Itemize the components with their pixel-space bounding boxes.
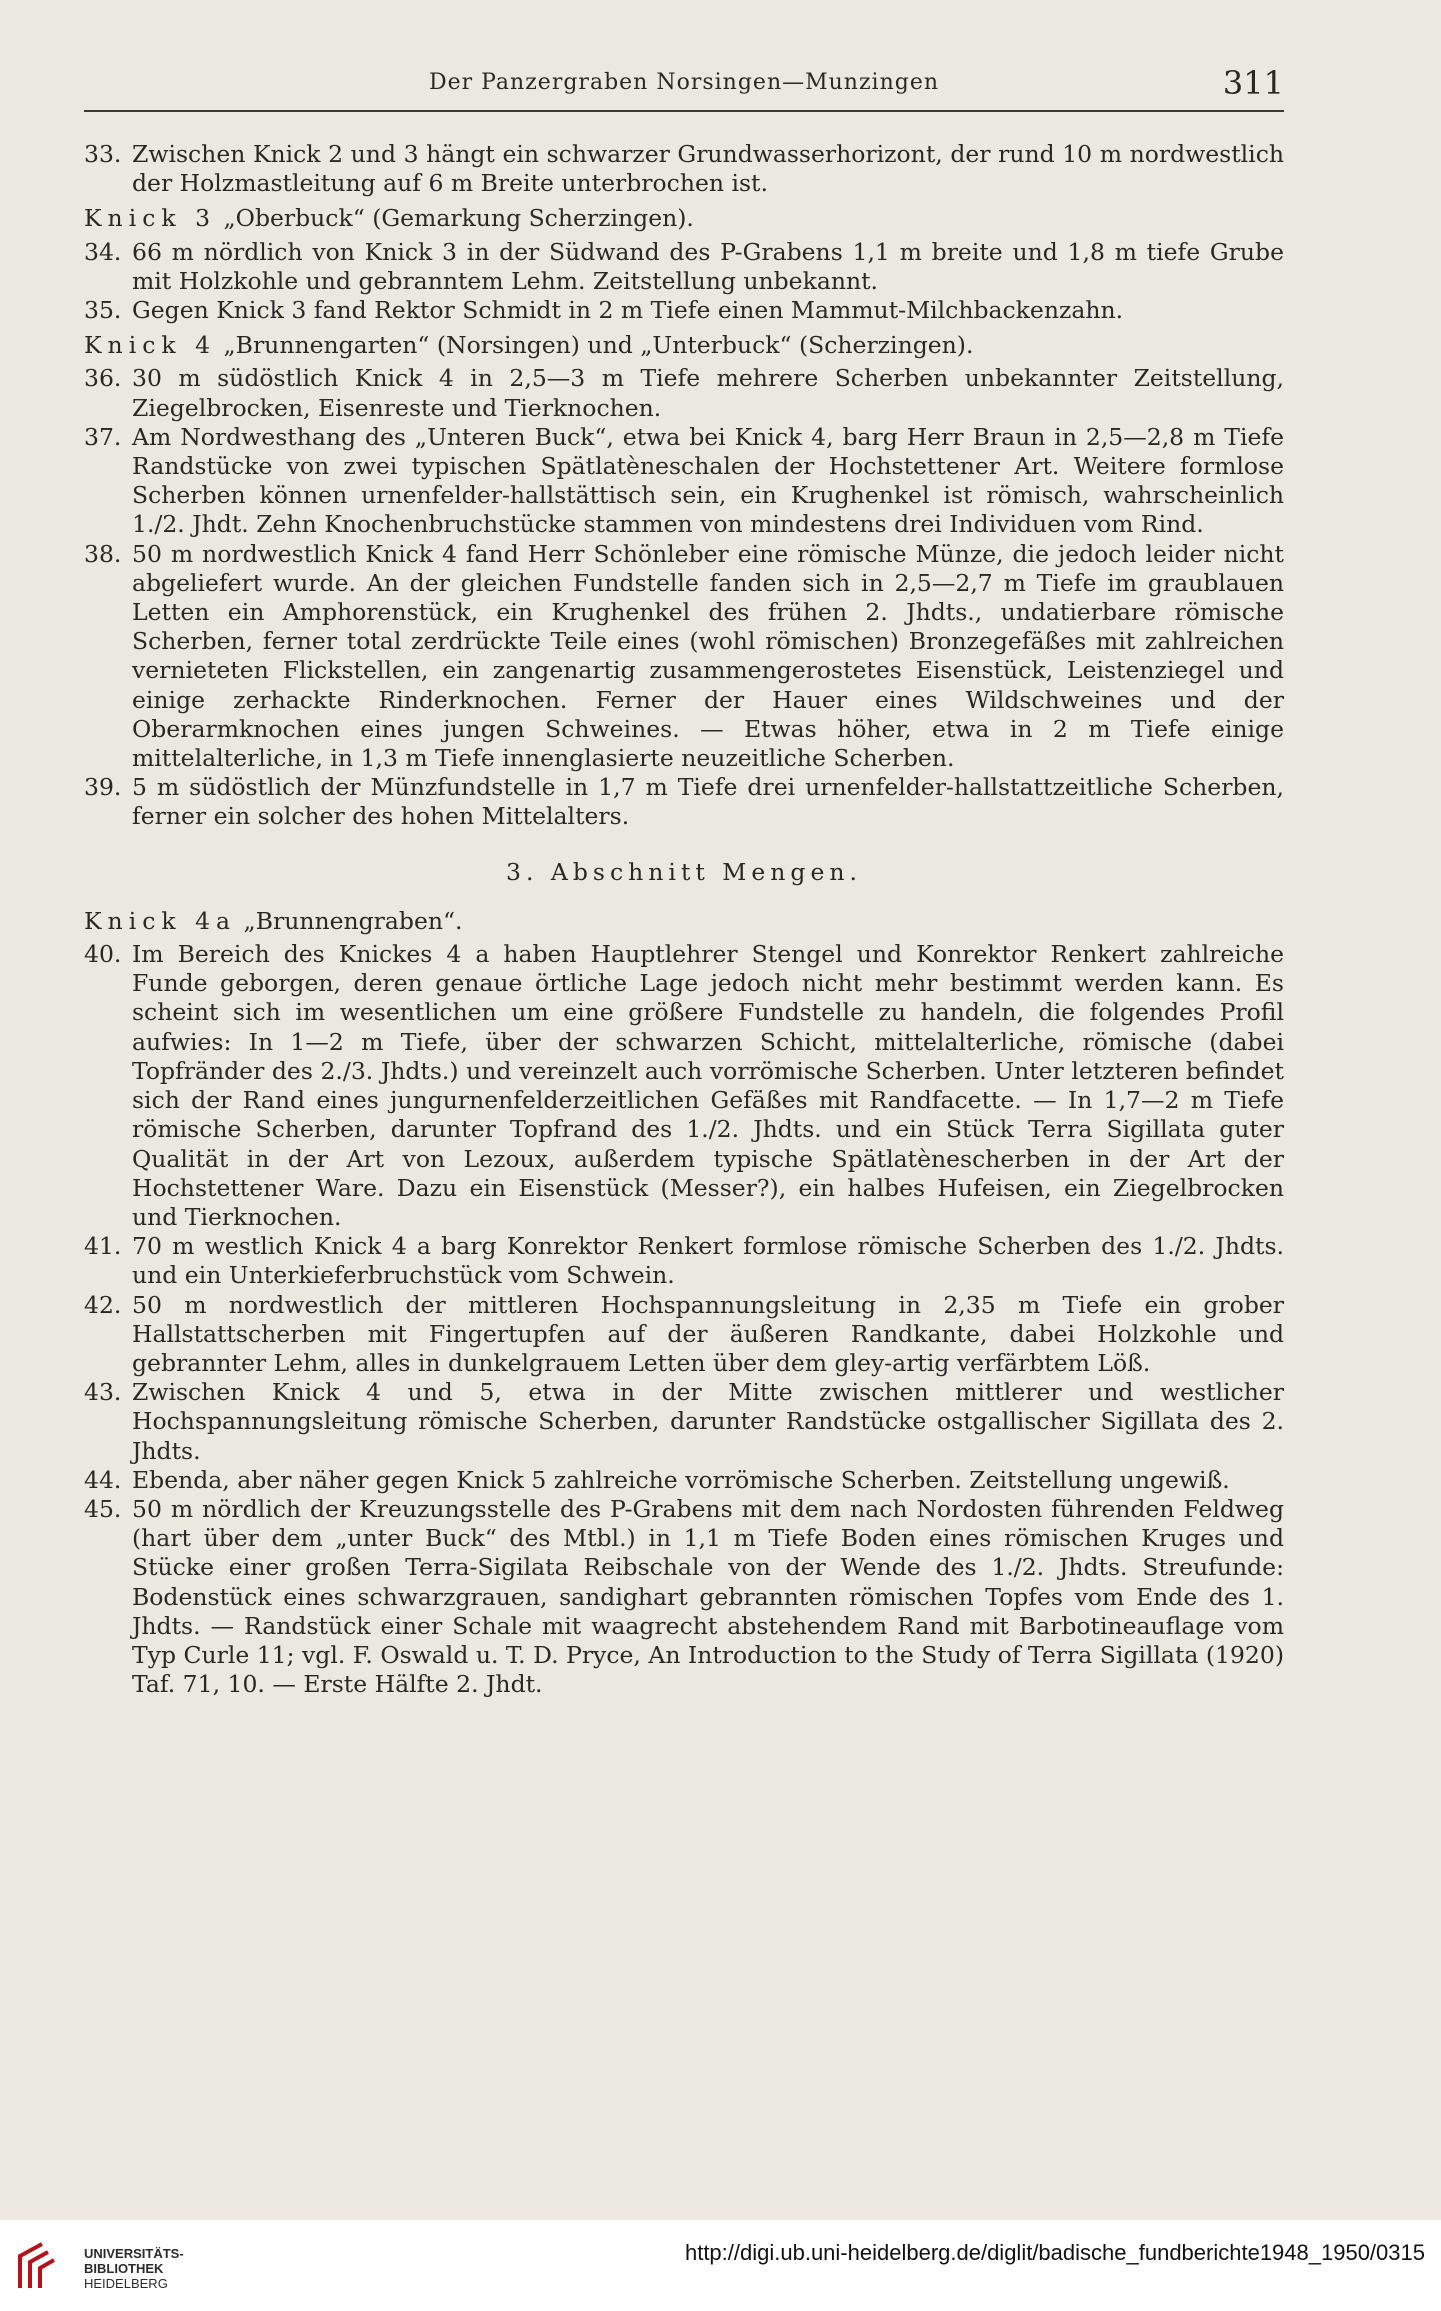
entry-text: 70 m westlich Knick 4 a barg Konrektor Renkert formlose römische Scherben des 1./2. Jhdts. und ein Unterkieferbruchstück vom Schwein. (132, 1232, 1284, 1290)
entry-text: Ebenda, aber näher gegen Knick 5 zahlreiche vorrömische Scherben. Zeitstellung ungewiß. (132, 1465, 1230, 1494)
entry-36 (84, 364, 1284, 422)
entry-40 (84, 940, 1284, 1232)
entry-text: Zwischen Knick 2 und 3 hängt ein schwarzer Grundwasserhorizont, der rund 10 m nordwestlich der Holzmastleitung auf 6 m Breite unterbrochen ist. (132, 140, 1284, 198)
knick-label: Knick 4a (84, 906, 237, 935)
library-name (84, 2246, 184, 2291)
footer-bar (0, 2220, 1441, 2311)
entry-text: 5 m südöstlich der Münzfundstelle in 1,7 m Tiefe drei urnenfelder-hallstattzeitliche Scherben, ferner ein solcher des hohen Mittelalters. (132, 773, 1284, 831)
entry-number: 42. (84, 1290, 122, 1319)
knick-description: „Brunnengarten“ (Norsingen) und „Unterbuck“ (Scherzingen). (216, 331, 974, 360)
knick-label: Knick 3 (84, 204, 217, 233)
entry-text: Am Nordwesthang des „Unteren Buck“, etwa bei Knick 4, barg Herr Braun in 2,5—2,8 m Tiefe Randstücke von zwei typischen Spätlatèneschalen der Hochstettener Art. Weitere formlose Scherben können urnenfelder-hallstättisch sein, ein Krughenkel ist römisch, wahrscheinlich 1./2. Jhdt. Zehn Knochenbruchstücke stammen von mindestens drei Individuen vom Rind. (132, 422, 1284, 539)
entry-text: 30 m südöstlich Knick 4 in 2,5—3 m Tiefe mehrere Scherben unbekannter Zeitstellung, Ziegelbrocken, Eisenreste und Tierknochen. (132, 364, 1284, 422)
entry-number: 39. (84, 773, 122, 802)
entry-number: 43. (84, 1378, 122, 1407)
entry-text: 50 m nordwestlich Knick 4 fand Herr Schönleber eine römische Münze, die jedoch leider nicht abgeliefert wurde. An der gleichen Fundstelle fanden sich in 2,5—2,7 m Tiefe im graublauen Letten ein Amphorenstück, ein Krughenkel des frühen 2. Jhdts., undatierbare römische Scherben, ferner total zerdrückte Teile eines (wohl römischen) Bronzegefäßes mit zahlreichen vernieteten Flickstellen, ein zangenartig zusammengerostetes Eisenstück, Leistenziegel und einige zerhackte Rinderknochen. Ferner der Hauer eines Wildschweines und der Oberarmknochen eines jungen Schweines. — Etwas höher, etwa in 2 m Tiefe einige mittelalterliche, in 1,3 m Tiefe innenglasierte neuzeitliche Scherben. (132, 539, 1284, 773)
entry-38 (84, 540, 1284, 774)
entry-35 (84, 296, 1284, 325)
knick-heading (84, 907, 1284, 936)
entry-text: Zwischen Knick 4 und 5, etwa in der Mitte zwischen mittlerer und westlicher Hochspannungsleitung römische Scherben, darunter Randstücke ostgallischer Sigillata des 2. Jhdts. (132, 1378, 1284, 1465)
entry-43 (84, 1378, 1284, 1466)
source-url-link[interactable]: http://digi.ub.uni-heidelberg.de/diglit/badische_fundberichte1948_1950/0315 (684, 2240, 1425, 2265)
knick-label: Knick 4 (84, 331, 217, 360)
body-text (84, 140, 1284, 1699)
library-line-1: UNIVERSITÄTS- (84, 2246, 184, 2261)
running-title: Der Panzergraben Norsingen—Munzingen (428, 70, 940, 95)
entry-number: 34. (84, 237, 122, 266)
entry-text: 50 m nordwestlich der mittleren Hochspannungsleitung in 2,35 m Tiefe ein grober Hallstattscherben mit Fingertupfen auf der äußeren Randkante, dabei Holzkohle und gebrannter Lehm, alles in dunkelgrauem Letten über dem gley-artig verfärbtem Löß. (132, 1290, 1284, 1377)
entry-44 (84, 1466, 1284, 1495)
knick-heading (84, 204, 1284, 233)
running-head (84, 64, 1284, 112)
entry-34 (84, 238, 1284, 296)
page-number: 311 (1222, 64, 1284, 102)
entry-text: 66 m nördlich von Knick 3 in der Südwand des P-Grabens 1,1 m breite und 1,8 m tiefe Grube mit Holzkohle und gebranntem Lehm. Zeitstellung unbekannt. (132, 237, 1284, 295)
entry-number: 41. (84, 1232, 122, 1261)
section-heading: 3. Abschnitt Mengen. (506, 857, 862, 886)
knick-description: „Oberbuck“ (Gemarkung Scherzingen). (216, 204, 694, 233)
library-line-2: BIBLIOTHEK (84, 2261, 164, 2276)
entry-text: Gegen Knick 3 fand Rektor Schmidt in 2 m Tiefe einen Mammut-Milchbackenzahn. (132, 296, 1124, 325)
entry-41 (84, 1232, 1284, 1290)
library-line-3: HEIDELBERG (84, 2276, 168, 2291)
entry-number: 40. (84, 940, 122, 969)
entry-42 (84, 1291, 1284, 1379)
knick-heading (84, 331, 1284, 360)
entry-number: 36. (84, 364, 122, 393)
entry-37 (84, 423, 1284, 540)
entry-33 (84, 140, 1284, 198)
entry-39 (84, 773, 1284, 831)
entry-number: 45. (84, 1494, 122, 1523)
entry-number: 38. (84, 539, 122, 568)
ub-heidelberg-logo-icon (14, 2238, 70, 2294)
entry-number: 44. (84, 1465, 122, 1494)
entry-number: 35. (84, 296, 122, 325)
knick-description: „Brunnengraben“. (236, 906, 463, 935)
entry-number: 37. (84, 422, 122, 451)
entry-text: 50 m nördlich der Kreuzungsstelle des P-Grabens mit dem nach Nordosten führenden Feldweg (hart über dem „unter Buck“ des Mtbl.) in 1,1 m Tiefe Boden eines römischen Kruges und Stücke einer großen Terra-Sigilata Reibschale von der Wende des 1./2. Jhdts. Streufunde: Bodenstück eines schwarzgrauen, sandighart gebrannten römischen Topfes vom Ende des 1. Jhdts. — Randstück einer Schale mit waagrecht abstehendem Rand mit Barbotineauflage vom Typ Curle 11; vgl. F. Oswald u. T. D. Pryce, An Introduction to the Study of Terra Sigillata (1920) Taf. 71, 10. — Erste Hälfte 2. Jhdt. (132, 1494, 1285, 1699)
entry-text: Im Bereich des Knickes 4 a haben Hauptlehrer Stengel und Konrektor Renkert zahlreiche Funde geborgen, deren genaue örtliche Lage jedoch nicht mehr bestimmt werden kann. Es scheint sich im wesentlichen um eine größere Fundstelle zu handeln, die folgendes Profil aufwies: In 1—2 m Tiefe, über der schwarzen Schicht, mittelalterliche, römische (dabei Topfränder des 2./3. Jhdts.) und vereinzelt auch vorrömische Scherben. Unter letzteren befindet sich der Rand eines jungurnenfelderzeitlichen Gefäßes mit Randfacette. — In 1,7—2 m Tiefe römische Scherben, darunter Topfrand des 1./2. Jhdts. und ein Stück Terra Sigillata guter Qualität in der Art von Lezoux, außerdem typische Spätlatènescherben in der Art der Hochstettener Ware. Dazu ein Eisenstück (Messer?), ein halbes Hufeisen, ein Ziegelbrocken und Tierknochen. (132, 940, 1284, 1231)
entry-number: 33. (84, 140, 122, 168)
entry-45 (84, 1495, 1284, 1699)
